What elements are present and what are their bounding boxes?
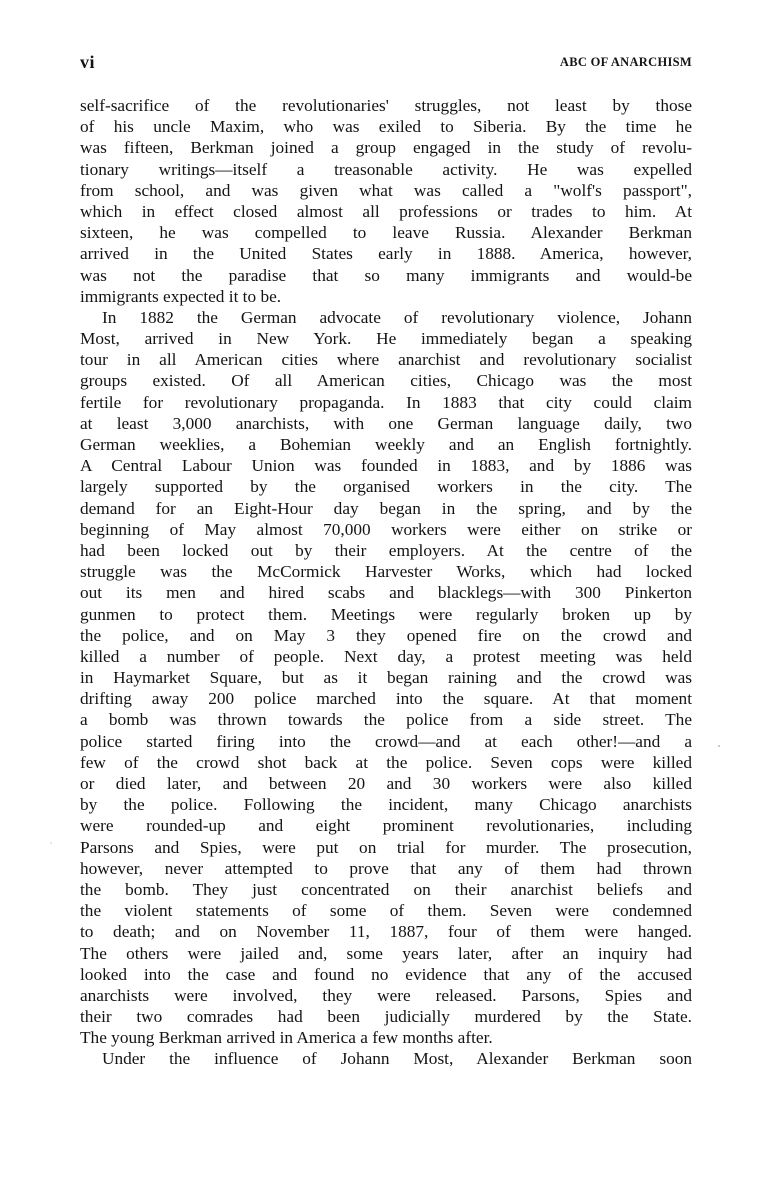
text-line: looked into the case and found no evidence that any of the accused <box>80 964 692 984</box>
text-line: the police, and on May 3 they opened fire on the crowd and <box>80 625 692 645</box>
text-line: which in effect closed almost all professions or trades to him. At <box>80 201 692 221</box>
running-head <box>80 52 692 76</box>
text-line: of his uncle Maxim, who was exiled to Siberia. By the time he <box>80 117 692 137</box>
text-line: the bomb. They just concentrated on their anarchist beliefs and <box>80 879 692 899</box>
text-line: immigrants expected it to be. <box>80 286 282 306</box>
paragraph <box>80 95 692 307</box>
text-line: The others were jailed and, some years later, after an inquiry had <box>80 943 692 963</box>
text-line: beginning of May almost 70,000 workers were either on strike or <box>80 519 692 539</box>
text-line: groups existed. Of all American cities, Chicago was the most <box>80 371 692 391</box>
running-title: ABC OF ANARCHISM <box>559 55 692 69</box>
text-line: drifting away 200 police marched into the square. At that moment <box>80 689 692 709</box>
paragraph <box>80 1048 692 1069</box>
text-line: In 1882 the German advocate of revolutionary violence, Johann <box>102 307 692 327</box>
scan-speck <box>50 842 52 844</box>
text-line: had been locked out by their employers. At the centre of the <box>80 540 692 560</box>
text-line: gunmen to protect them. Meetings were regularly broken up by <box>80 604 692 624</box>
text-line: tour in all American cities where anarchist and revolutionary socialist <box>80 350 692 370</box>
text-line: few of the crowd shot back at the police. Seven cops were killed <box>80 752 692 772</box>
body-text <box>80 95 692 1070</box>
text-line: was not the paradise that so many immigrants and would-be <box>80 265 692 285</box>
text-line: largely supported by the organised workers in the city. The <box>80 477 692 497</box>
text-line: The young Berkman arrived in America a few months after. <box>80 1028 493 1048</box>
text-line: from school, and was given what was called a "wolf's passport", <box>80 180 692 200</box>
text-line: at least 3,000 anarchists, with one German language daily, two <box>80 413 692 433</box>
text-line: arrived in the United States early in 1888. America, however, <box>80 244 692 264</box>
text-line: A Central Labour Union was founded in 1883, and by 1886 was <box>80 456 692 476</box>
text-line: struggle was the McCormick Harvester Works, which had locked <box>80 562 692 582</box>
text-line: Under the influence of Johann Most, Alexander Berkman soon <box>102 1049 692 1069</box>
text-line: by the police. Following the incident, many Chicago anarchists <box>80 795 692 815</box>
text-line: tionary writings—itself a treasonable activity. He was expelled <box>80 159 692 179</box>
text-line: German weeklies, a Bohemian weekly and an English fortnightly. <box>80 435 692 454</box>
text-line: to death; and on November 11, 1887, four of them were hanged. <box>80 922 692 942</box>
text-line: Most, arrived in New York. He immediately began a speaking <box>80 329 692 349</box>
text-line: anarchists were involved, they were released. Parsons, Spies and <box>80 985 692 1005</box>
text-line: demand for an Eight-Hour day began in the spring, and by the <box>80 498 692 518</box>
text-line: were rounded-up and eight prominent revolutionaries, including <box>80 816 692 836</box>
text-line: their two comrades had been judicially murdered by the State. <box>80 1007 692 1027</box>
page-number: vi <box>80 52 96 72</box>
text-line: a bomb was thrown towards the police from a side street. The <box>80 710 692 730</box>
text-line: Parsons and Spies, were put on trial for murder. The prosecution, <box>80 837 692 857</box>
text-line: however, never attempted to prove that any of them had thrown <box>80 858 692 878</box>
text-line: was fifteen, Berkman joined a group engaged in the study of revolu- <box>80 138 692 158</box>
text-line: police started firing into the crowd—and at each other!—and a <box>80 731 692 751</box>
scan-speck <box>718 745 720 747</box>
text-line: or died later, and between 20 and 30 workers were also killed <box>80 774 692 793</box>
text-line: fertile for revolutionary propaganda. In 1883 that city could claim <box>80 392 692 412</box>
text-line: the violent statements of some of them. Seven were condemned <box>80 901 692 921</box>
text-line: sixteen, he was compelled to leave Russia. Alexander Berkman <box>80 223 692 243</box>
text-line: killed a number of people. Next day, a protest meeting was held <box>80 646 692 666</box>
paragraph <box>80 307 692 1049</box>
text-line: out its men and hired scabs and blacklegs—with 300 Pinkerton <box>80 583 692 603</box>
text-line: in Haymarket Square, but as it began raining and the crowd was <box>80 668 692 688</box>
text-line: self-sacrifice of the revolutionaries' struggles, not least by those <box>80 96 692 115</box>
